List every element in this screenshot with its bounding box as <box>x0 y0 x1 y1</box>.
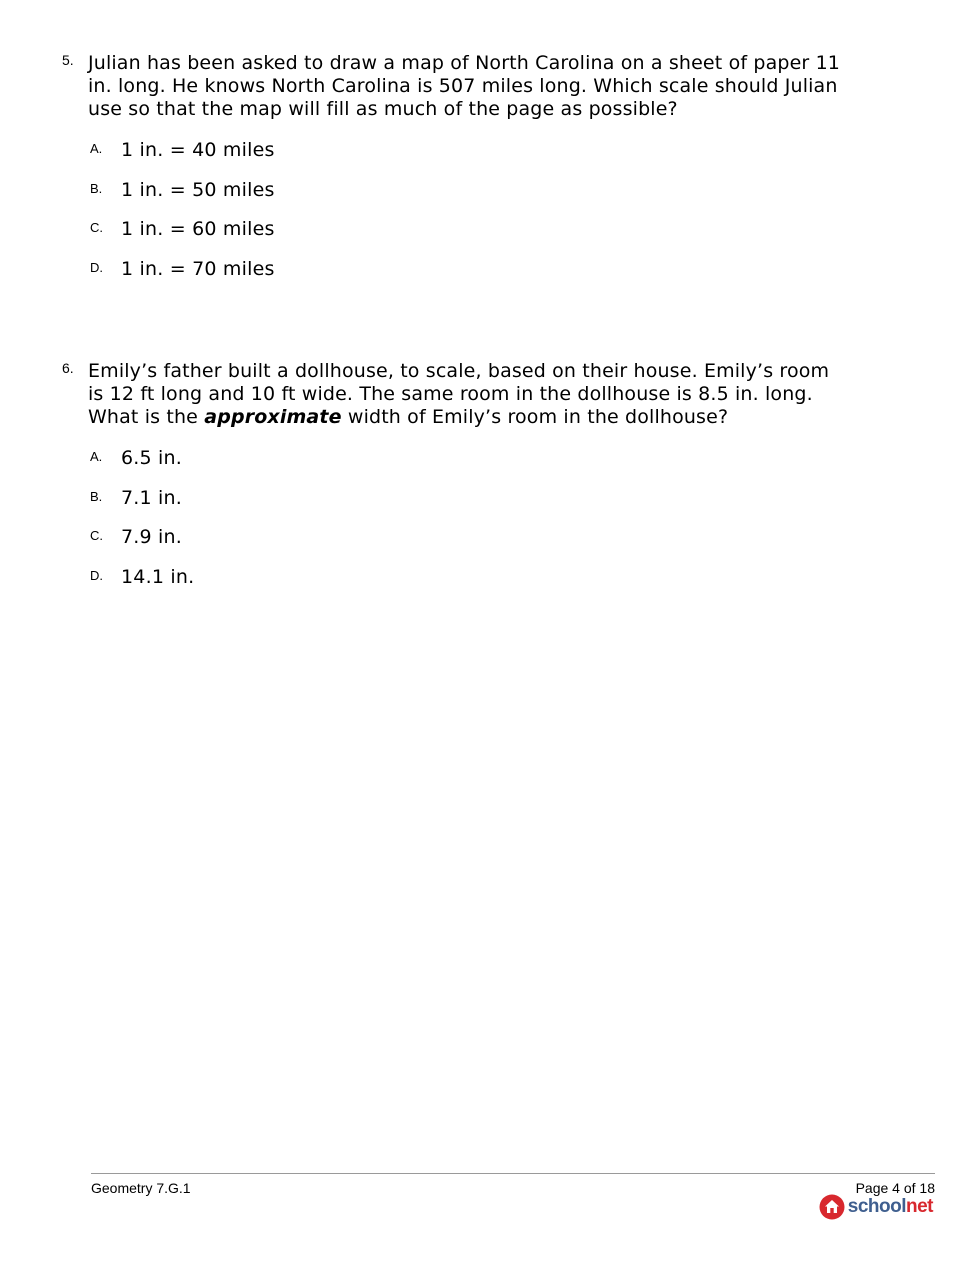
stem-emphasis: approximate <box>204 406 342 428</box>
choice-text: 1 in. = 60 miles <box>121 218 275 240</box>
choice-text: 7.9 in. <box>121 526 183 548</box>
choice-c[interactable] <box>88 218 842 258</box>
choice-c[interactable] <box>88 526 842 566</box>
choice-text: 1 in. = 70 miles <box>121 257 275 280</box>
stem-text-after: width of Emily’s room in the dollhouse? <box>347 406 729 428</box>
question-number: 5. <box>62 52 74 68</box>
choice-text: 7.1 in. <box>121 486 183 509</box>
choice-a[interactable] <box>88 447 842 487</box>
footer-divider <box>91 1173 935 1174</box>
choice-letter: B. <box>90 488 103 504</box>
stem-text-before: Emily’s father built a dollhouse, to scale, based on their house. Emily’s room is 12 ft long and 10 ft wide. The same room in the dollhouse is 8.5 in. long. What is the <box>88 360 830 428</box>
logo-wordmark <box>848 1196 933 1218</box>
question-5 <box>62 52 842 297</box>
schoolnet-logo <box>819 1194 933 1220</box>
question-stem: Julian has been asked to draw a map of North Carolina on a sheet of paper 11 in. long. He knows North Carolina is 507 miles long. Which scale should Julian use so that the map will fill as much of the page as possible? <box>88 52 841 120</box>
choice-d[interactable] <box>88 566 842 606</box>
choice-letter: D. <box>90 259 103 275</box>
page-number: Page 4 of 18 <box>855 1180 935 1196</box>
choice-text: 1 in. = 40 miles <box>121 139 275 161</box>
question-6 <box>62 360 842 605</box>
footer-standard: Geometry 7.G.1 <box>91 1180 191 1196</box>
logo-prefix: school <box>847 1196 906 1217</box>
question-number: 6. <box>62 360 74 376</box>
choice-d[interactable] <box>88 258 842 298</box>
choice-text: 14.1 in. <box>121 565 195 588</box>
answer-choices <box>88 447 842 605</box>
choice-letter: A. <box>90 141 103 156</box>
logo-suffix: net <box>906 1196 933 1217</box>
choice-text: 1 in. = 50 miles <box>121 178 275 201</box>
choice-letter: C. <box>90 528 103 543</box>
choice-letter: B. <box>90 180 103 196</box>
question-stem <box>88 360 842 429</box>
choice-letter: A. <box>90 449 103 464</box>
house-icon <box>819 1194 845 1220</box>
answer-choices <box>88 139 842 297</box>
choice-letter: D. <box>90 567 103 583</box>
choice-letter: C. <box>90 220 103 235</box>
choice-a[interactable] <box>88 139 842 179</box>
choice-text: 6.5 in. <box>121 447 183 469</box>
choice-b[interactable] <box>88 179 842 219</box>
choice-b[interactable] <box>88 487 842 527</box>
